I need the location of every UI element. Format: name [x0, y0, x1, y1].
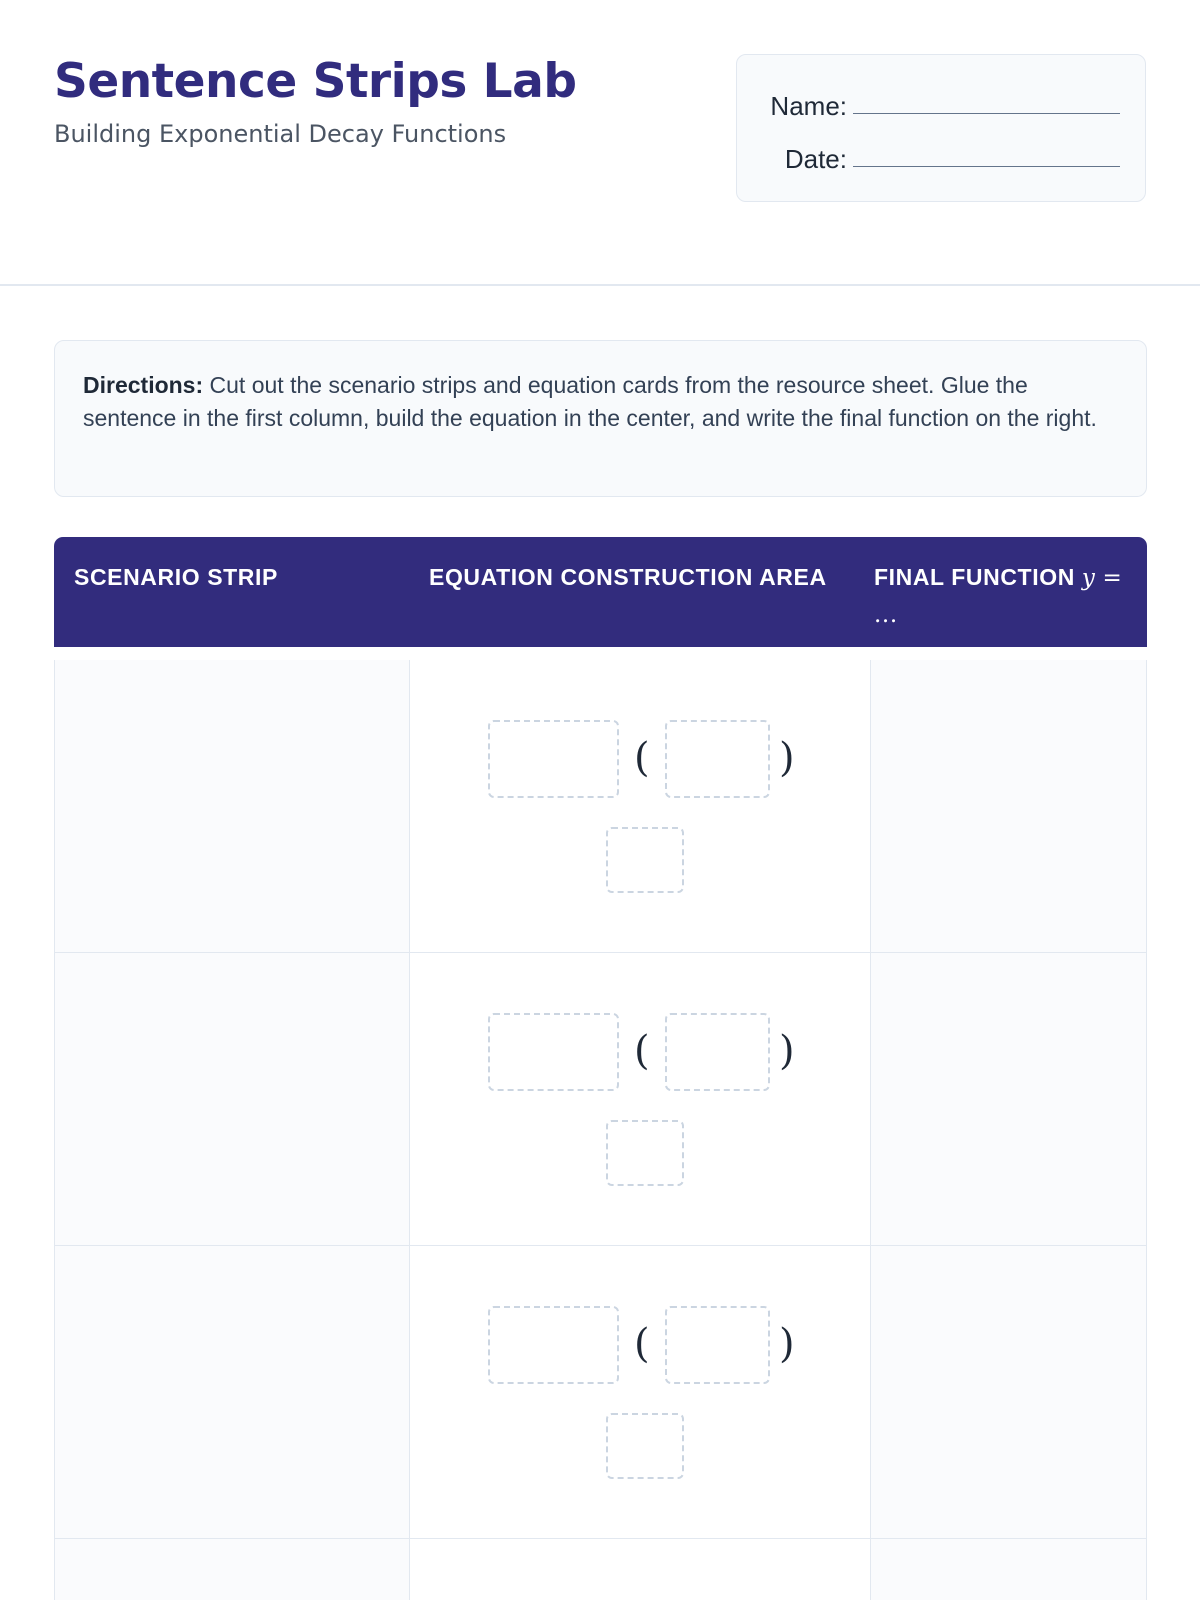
- final-function-cell[interactable]: [870, 1246, 1147, 1538]
- equation-card-slot[interactable]: [488, 720, 619, 798]
- table-row: [54, 660, 1147, 953]
- page-subtitle: Building Exponential Decay Functions: [54, 120, 507, 148]
- col-header-final: [874, 559, 1124, 633]
- col-header-equation: EQUATION CONSTRUCTION AREA: [429, 564, 827, 590]
- scenario-strip-cell[interactable]: [54, 1246, 409, 1538]
- open-paren: (: [634, 1028, 650, 1074]
- exponent-card-slot[interactable]: [606, 1413, 684, 1479]
- col-header-scenario: SCENARIO STRIP: [74, 564, 278, 590]
- directions-text: Cut out the scenario strips and equation cards from the resource sheet. Glue the sentence in the first column, build the equation in the center, and write the final function on the right.: [83, 372, 1097, 431]
- open-paren: (: [634, 735, 650, 781]
- col-header-final-text: FINAL FUNCTION: [874, 564, 1075, 590]
- exponent-card-slot[interactable]: [606, 1120, 684, 1186]
- date-field[interactable]: [737, 138, 1147, 178]
- close-paren: ): [779, 1028, 795, 1074]
- equation-construction-cell: [409, 660, 870, 952]
- page-title: Sentence Strips Lab: [54, 54, 577, 109]
- table-row: [54, 1246, 1147, 1539]
- table-header: [54, 537, 1147, 647]
- col-header-final-var: y: [1081, 565, 1096, 591]
- equation-card-slot[interactable]: [665, 720, 770, 798]
- open-paren: (: [634, 1321, 650, 1367]
- exponent-card-slot[interactable]: [606, 827, 684, 893]
- close-paren: ): [779, 1321, 795, 1367]
- name-date-box: [736, 54, 1146, 202]
- directions-lead: Directions:: [83, 372, 204, 398]
- final-function-cell[interactable]: [870, 1539, 1147, 1600]
- name-label: Name:: [770, 91, 847, 121]
- table-row: [54, 953, 1147, 1246]
- table-row: [54, 1539, 1147, 1600]
- equation-card-slot[interactable]: [488, 1306, 619, 1384]
- col-header-final-cont: = ...: [874, 565, 1123, 628]
- scenario-strip-cell[interactable]: [54, 660, 409, 952]
- date-label: Date:: [784, 144, 847, 174]
- scenario-strip-cell[interactable]: [54, 953, 409, 1245]
- final-function-cell[interactable]: [870, 660, 1147, 952]
- equation-construction-cell: [409, 1539, 870, 1600]
- final-function-cell[interactable]: [870, 953, 1147, 1245]
- equation-card-slot[interactable]: [665, 1306, 770, 1384]
- equation-construction-cell: [409, 1246, 870, 1538]
- worksheet-header: [0, 0, 1200, 286]
- scenario-strip-cell[interactable]: [54, 1539, 409, 1600]
- date-line[interactable]: [853, 166, 1120, 167]
- header-divider: [0, 284, 1200, 286]
- equation-card-slot[interactable]: [665, 1013, 770, 1091]
- worksheet-table: [54, 660, 1147, 1600]
- equation-construction-cell: [409, 953, 870, 1245]
- equation-card-slot[interactable]: [488, 1013, 619, 1091]
- name-field[interactable]: [737, 85, 1147, 125]
- directions-box: [54, 340, 1147, 497]
- name-line[interactable]: [853, 113, 1120, 114]
- close-paren: ): [779, 735, 795, 781]
